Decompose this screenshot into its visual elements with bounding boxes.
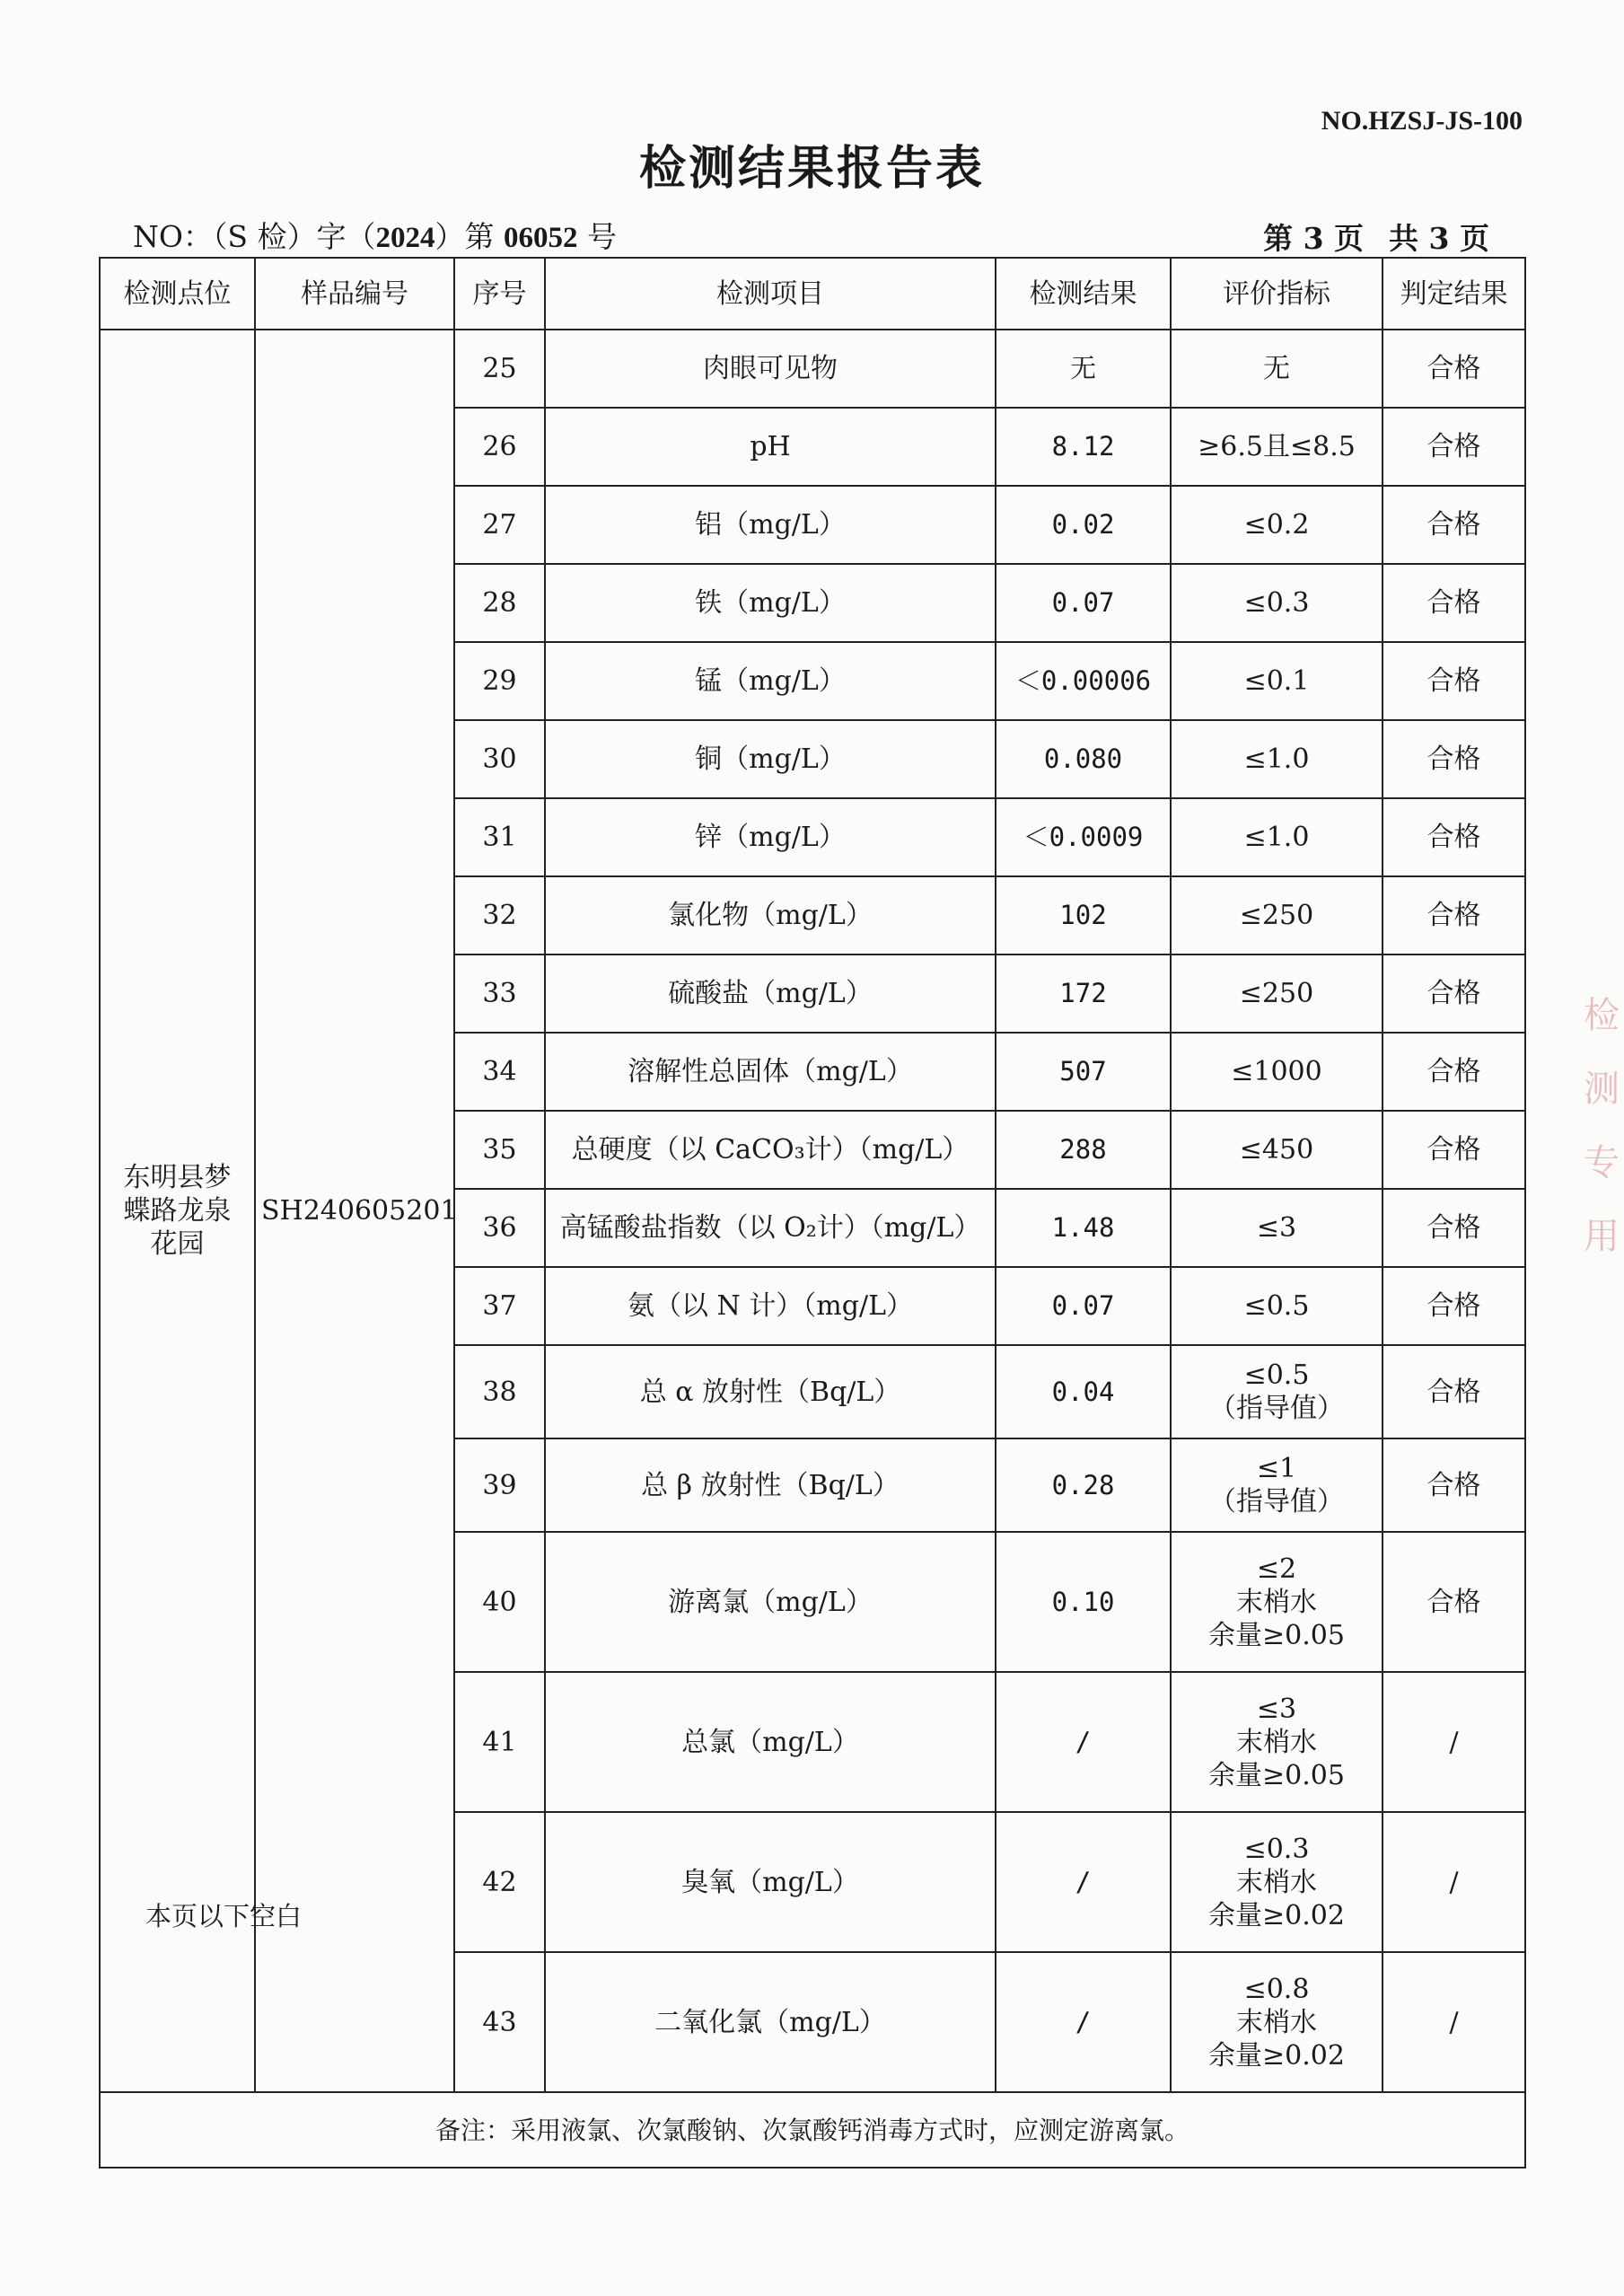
cell-standard <box>1171 1345 1383 1438</box>
standard-line: ≤3 <box>1256 1693 1297 1725</box>
page-current: 第 3 页 <box>1263 221 1365 256</box>
cell-standard: ≥6.5且≤8.5 <box>1171 408 1383 486</box>
standard-line: 余量≥0.02 <box>1208 1899 1345 1931</box>
cell-no: 40 <box>454 1532 545 1672</box>
cell-item: pH <box>545 408 996 486</box>
cell-item: 铝（mg/L） <box>545 486 996 564</box>
cell-item: 臭氧（mg/L） <box>545 1812 996 1952</box>
cell-standard <box>1171 1438 1383 1532</box>
standard-line: 末梢水 <box>1236 1586 1317 1618</box>
cell-standard: ≤0.5 <box>1171 1267 1383 1345</box>
cell-no: 36 <box>454 1189 545 1267</box>
standard-line: 末梢水 <box>1236 1866 1317 1898</box>
cell-standard: ≤0.1 <box>1171 642 1383 720</box>
header-sample-id: 样品编号 <box>255 258 454 330</box>
report-no-suffix: 号 <box>577 219 618 254</box>
cell-item: 锌（mg/L） <box>545 798 996 876</box>
cell-no: 25 <box>454 330 545 408</box>
cell-standard: ≤1.0 <box>1171 798 1383 876</box>
cell-standard: ≤250 <box>1171 876 1383 954</box>
cell-item: 高锰酸盐指数（以 O₂计）（mg/L） <box>545 1189 996 1267</box>
stamp-char: 检 <box>1584 995 1620 1036</box>
cell-result: / <box>996 1952 1171 2092</box>
cell-item: 二氧化氯（mg/L） <box>545 1952 996 2092</box>
cell-result: 1.48 <box>996 1189 1171 1267</box>
cell-no: 30 <box>454 720 545 798</box>
cell-result: 0.04 <box>996 1345 1171 1438</box>
cell-item: 总氯（mg/L） <box>545 1672 996 1812</box>
standard-line: （指导值） <box>1209 1486 1344 1517</box>
cell-verdict: / <box>1383 1672 1525 1812</box>
cell-verdict: 合格 <box>1383 1111 1525 1189</box>
cell-standard <box>1171 1812 1383 1952</box>
cell-item: 肉眼可见物 <box>545 330 996 408</box>
header-result: 检测结果 <box>996 258 1171 330</box>
standard-line: 余量≥0.05 <box>1208 1759 1345 1791</box>
standard-line: ≤2 <box>1256 1553 1297 1585</box>
cell-verdict: 合格 <box>1383 1532 1525 1672</box>
remark-text: 备注：采用液氯、次氯酸钠、次氯酸钙消毒方式时，应测定游离氯。 <box>100 2092 1525 2168</box>
cell-item: 游离氯（mg/L） <box>545 1532 996 1672</box>
cell-standard: ≤450 <box>1171 1111 1383 1189</box>
cell-item: 铜（mg/L） <box>545 720 996 798</box>
stamp-char: 用 <box>1584 1216 1620 1257</box>
cell-result: / <box>996 1812 1171 1952</box>
cell-verdict: 合格 <box>1383 954 1525 1033</box>
report-serial: 06052 <box>504 222 578 254</box>
cell-item: 锰（mg/L） <box>545 642 996 720</box>
cell-item: 总 β 放射性（Bq/L） <box>545 1438 996 1532</box>
page-title: 检测结果报告表 <box>638 141 985 196</box>
cell-standard: ≤0.3 <box>1171 564 1383 642</box>
cell-no: 32 <box>454 876 545 954</box>
page-total: 共 3 页 <box>1389 221 1489 256</box>
cell-result: / <box>996 1672 1171 1812</box>
cell-no: 35 <box>454 1111 545 1189</box>
cell-verdict: 合格 <box>1383 798 1525 876</box>
standard-line: 末梢水 <box>1236 1726 1317 1758</box>
cell-no: 31 <box>454 798 545 876</box>
cell-no: 27 <box>454 486 545 564</box>
standard-line: ≤0.5 <box>1243 1359 1310 1391</box>
cell-item: 硫酸盐（mg/L） <box>545 954 996 1033</box>
cell-result: 0.07 <box>996 564 1171 642</box>
cell-item: 铁（mg/L） <box>545 564 996 642</box>
cell-result: 0.02 <box>996 486 1171 564</box>
cell-result: 0.080 <box>996 720 1171 798</box>
cell-item: 总硬度（以 CaCO₃计）（mg/L） <box>545 1111 996 1189</box>
report-year: 2024 <box>375 222 435 254</box>
cell-standard <box>1171 1672 1383 1812</box>
stamp-char: 测 <box>1584 1069 1620 1110</box>
cell-result: 288 <box>996 1111 1171 1189</box>
header-no: 序号 <box>454 258 545 330</box>
report-no-prefix: NO：（S 检）字（ <box>133 219 376 254</box>
cell-standard: ≤250 <box>1171 954 1383 1033</box>
cell-no: 28 <box>454 564 545 642</box>
header-item: 检测项目 <box>545 258 996 330</box>
cell-item: 溶解性总固体（mg/L） <box>545 1033 996 1111</box>
standard-line: 末梢水 <box>1236 2006 1317 2038</box>
cell-no: 43 <box>454 1952 545 2092</box>
stamp-char: 专 <box>1584 1142 1620 1183</box>
cell-no: 33 <box>454 954 545 1033</box>
table-header-row <box>100 258 1525 330</box>
cell-item: 总 α 放射性（Bq/L） <box>545 1345 996 1438</box>
cell-sample-id: SH240605201 <box>255 330 454 2092</box>
standard-line: ≤0.8 <box>1243 1973 1310 2005</box>
cell-verdict: 合格 <box>1383 1189 1525 1267</box>
cell-result: 8.12 <box>996 408 1171 486</box>
cell-no: 29 <box>454 642 545 720</box>
cell-item: 氨（以 N 计）（mg/L） <box>545 1267 996 1345</box>
cell-verdict: 合格 <box>1383 720 1525 798</box>
cell-location: 东明县梦蝶路龙泉花园 <box>100 330 255 2092</box>
cell-verdict: 合格 <box>1383 1267 1525 1345</box>
cell-no: 34 <box>454 1033 545 1111</box>
cell-no: 41 <box>454 1672 545 1812</box>
cell-item: 氯化物（mg/L） <box>545 876 996 954</box>
cell-standard <box>1171 1952 1383 2092</box>
header-verdict: 判定结果 <box>1383 258 1525 330</box>
cell-no: 26 <box>454 408 545 486</box>
standard-line: ≤1 <box>1256 1453 1297 1484</box>
seal-stamp <box>1579 979 1624 1311</box>
page-info <box>1238 216 1489 258</box>
cell-standard <box>1171 1532 1383 1672</box>
cell-verdict: 合格 <box>1383 486 1525 564</box>
cell-no: 39 <box>454 1438 545 1532</box>
cell-standard: ≤1.0 <box>1171 720 1383 798</box>
cell-result: 507 <box>996 1033 1171 1111</box>
cell-verdict: / <box>1383 1812 1525 1952</box>
cell-result: ＜0.0009 <box>996 798 1171 876</box>
cell-standard: ≤1000 <box>1171 1033 1383 1111</box>
cell-no: 42 <box>454 1812 545 1952</box>
standard-line: 余量≥0.02 <box>1208 2039 1345 2072</box>
cell-result: 0.07 <box>996 1267 1171 1345</box>
cell-result: 无 <box>996 330 1171 408</box>
cell-result: 0.28 <box>996 1438 1171 1532</box>
cell-standard: 无 <box>1171 330 1383 408</box>
blank-note: 本页以下空白 <box>145 1901 303 1931</box>
standard-line: 余量≥0.05 <box>1208 1619 1345 1651</box>
cell-no: 37 <box>454 1267 545 1345</box>
remark-row <box>100 2092 1525 2168</box>
cell-verdict: 合格 <box>1383 642 1525 720</box>
cell-standard: ≤3 <box>1171 1189 1383 1267</box>
result-table <box>99 257 1526 2168</box>
standard-line: （指导值） <box>1209 1393 1344 1424</box>
cell-verdict: 合格 <box>1383 1345 1525 1438</box>
cell-verdict: 合格 <box>1383 564 1525 642</box>
cell-result: 102 <box>996 876 1171 954</box>
table-row <box>100 330 1525 408</box>
cell-verdict: 合格 <box>1383 1033 1525 1111</box>
cell-standard: ≤0.2 <box>1171 486 1383 564</box>
cell-verdict: / <box>1383 1952 1525 2092</box>
cell-verdict: 合格 <box>1383 876 1525 954</box>
cell-result: ＜0.00006 <box>996 642 1171 720</box>
report-no-mid: ）第 <box>435 219 505 254</box>
cell-result: 0.10 <box>996 1532 1171 1672</box>
cell-no: 38 <box>454 1345 545 1438</box>
cell-verdict: 合格 <box>1383 408 1525 486</box>
report-number <box>133 214 617 256</box>
document-code: NO.HZSJ-JS-100 <box>1321 106 1523 136</box>
header-location: 检测点位 <box>100 258 255 330</box>
standard-line: ≤0.3 <box>1243 1833 1310 1865</box>
header-standard: 评价指标 <box>1171 258 1383 330</box>
cell-result: 172 <box>996 954 1171 1033</box>
cell-verdict: 合格 <box>1383 1438 1525 1532</box>
cell-verdict: 合格 <box>1383 330 1525 408</box>
